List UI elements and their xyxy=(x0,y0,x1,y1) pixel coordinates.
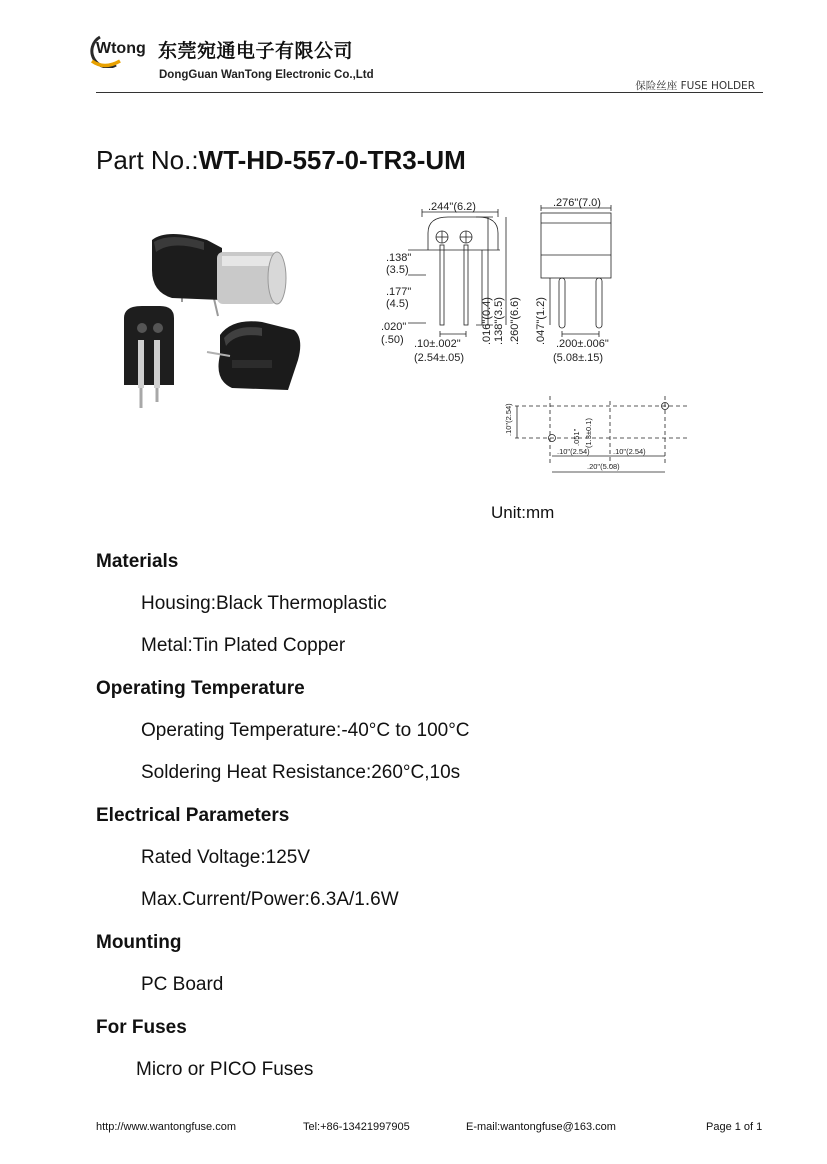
product-photo xyxy=(112,210,322,425)
electrical-parameters-heading: Electrical Parameters xyxy=(96,805,290,826)
mounting-heading: Mounting xyxy=(96,932,182,953)
company-name-english: DongGuan WanTong Electronic Co.,Ltd xyxy=(159,69,374,81)
dim-260: .260"(6.6) xyxy=(509,297,521,345)
fuse-holder-front-image xyxy=(124,306,174,408)
company-name-chinese: 东莞宛通电子有限公司 xyxy=(158,40,354,62)
dim-138b: .138"(3.5) xyxy=(493,297,505,345)
footer-email: E-mail:wantongfuse@163.com xyxy=(466,1121,616,1133)
dim-side-width: .276"(7.0) xyxy=(553,197,601,209)
pcb-dim-h2: .10"(2.54) xyxy=(613,447,646,456)
dim-020: .020" xyxy=(381,321,407,333)
materials-heading: Materials xyxy=(96,551,179,572)
for-fuses-heading: For Fuses xyxy=(96,1017,187,1038)
dimension-drawing xyxy=(378,195,638,370)
fuse-type-spec: Micro or PICO Fuses xyxy=(136,1059,314,1080)
dim-138-mm: (3.5) xyxy=(386,264,409,276)
pcb-layout-drawing xyxy=(495,396,695,476)
dim-020-mm: (.50) xyxy=(381,334,404,346)
dim-pitch: .10±.002" xyxy=(414,338,461,350)
header-divider xyxy=(96,92,763,93)
metal-spec: Metal:Tin Plated Copper xyxy=(141,635,346,656)
fuse-holder-side-image xyxy=(207,321,300,390)
max-current-spec: Max.Current/Power:6.3A/1.6W xyxy=(141,889,399,910)
logo-text: Wtong xyxy=(96,40,146,57)
dim-pitch-mm: (2.54±.05) xyxy=(414,352,465,364)
dim-016: .016"(0.4) xyxy=(481,297,493,345)
dim-top-width: .244"(6.2) xyxy=(428,201,476,213)
dim-138: .138" xyxy=(386,252,412,264)
footer-page-number: Page 1 of 1 xyxy=(706,1121,763,1133)
dim-span: .200±.006" xyxy=(556,338,609,350)
operating-temperature-heading: Operating Temperature xyxy=(96,678,305,699)
pcb-dim-hole: .051" xyxy=(572,428,581,446)
unit-label: Unit:mm xyxy=(491,503,555,522)
pcb-dim-total: .20"(5.08) xyxy=(587,462,620,471)
fuse-holder-with-fuse-image xyxy=(152,234,286,316)
footer-website: http://www.wantongfuse.com xyxy=(96,1121,237,1133)
title-prefix: Part No.: xyxy=(96,145,199,175)
dim-177: .177" xyxy=(386,286,412,298)
soldering-spec: Soldering Heat Resistance:260°C,10s xyxy=(141,762,461,783)
footer-tel: Tel:+86-13421997905 xyxy=(303,1121,410,1133)
rated-voltage-spec: Rated Voltage:125V xyxy=(141,847,311,868)
mounting-spec: PC Board xyxy=(141,974,224,995)
page-title xyxy=(96,145,466,176)
dim-047: .047"(1.2) xyxy=(535,297,547,345)
dim-177-mm: (4.5) xyxy=(386,298,409,310)
part-number: WT-HD-557-0-TR3-UM xyxy=(198,145,466,175)
housing-spec: Housing:Black Thermoplastic xyxy=(141,593,387,614)
document-category: 保险丝座 FUSE HOLDER xyxy=(635,80,755,92)
pcb-dim-h1: .10"(2.54) xyxy=(557,447,590,456)
temperature-range-spec: Operating Temperature:-40°C to 100°C xyxy=(141,720,470,741)
pcb-dim-vertical: .10"(2.54) xyxy=(504,403,513,436)
pcb-dim-hole-mm: (1.3±0.1) xyxy=(584,418,593,448)
dim-span-mm: (5.08±.15) xyxy=(553,352,604,364)
